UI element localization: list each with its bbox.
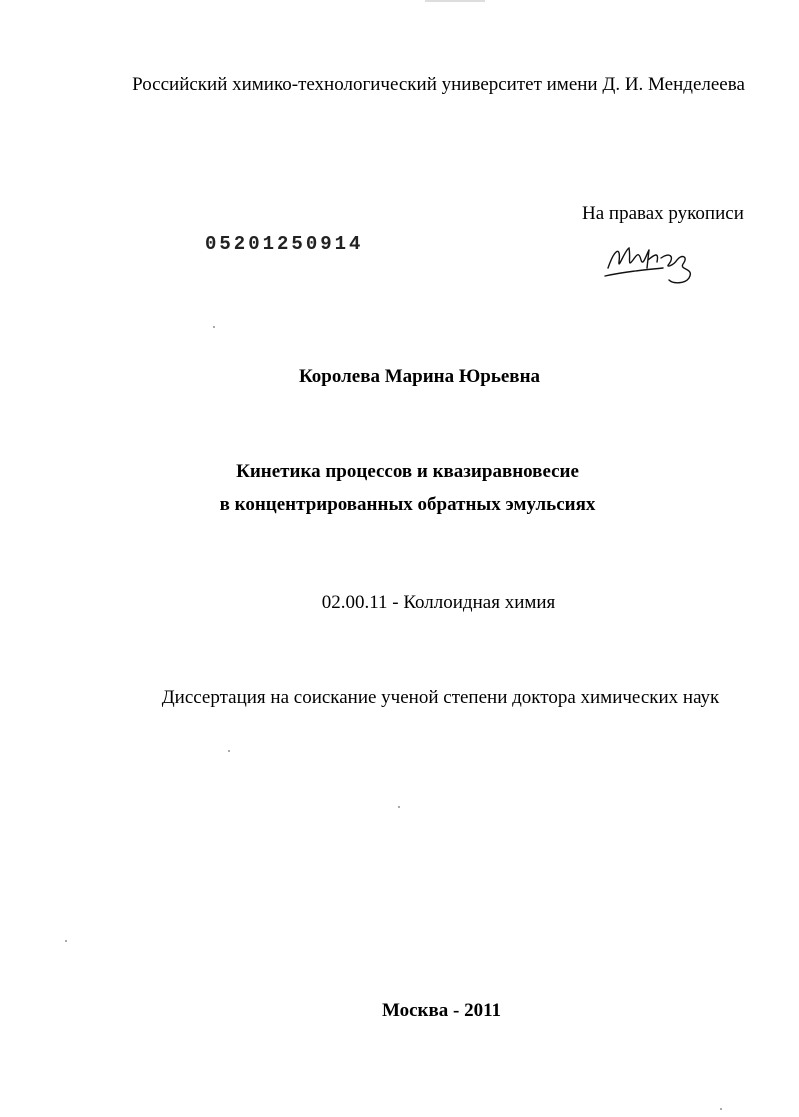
- scan-artifact: [425, 0, 485, 2]
- scan-speck: [213, 326, 215, 328]
- author-name: Королева Марина Юрьевна: [298, 366, 541, 387]
- degree-statement: Диссертация на соискание ученой степени доктора химических наук: [161, 687, 720, 708]
- rights-note: На правах рукописи: [582, 203, 744, 224]
- scan-speck: [228, 750, 230, 752]
- dissertation-title-line-2: в концентрированных обратных эмульсиях: [219, 494, 596, 515]
- dissertation-title-line-1: Кинетика процессов и квазиравновесие: [236, 461, 579, 482]
- city-year: Москва - 2011: [381, 1000, 502, 1021]
- university-name: Российский химико-технологический университет имени Д. И. Менделеева: [132, 74, 745, 95]
- specialty-code: 02.00.11 - Коллоидная химия: [321, 592, 556, 613]
- registration-number: 05201250914: [205, 233, 364, 255]
- scan-speck: [398, 806, 400, 808]
- signature-icon: [603, 238, 713, 288]
- scan-speck: [720, 1108, 722, 1110]
- scan-speck: [65, 940, 67, 942]
